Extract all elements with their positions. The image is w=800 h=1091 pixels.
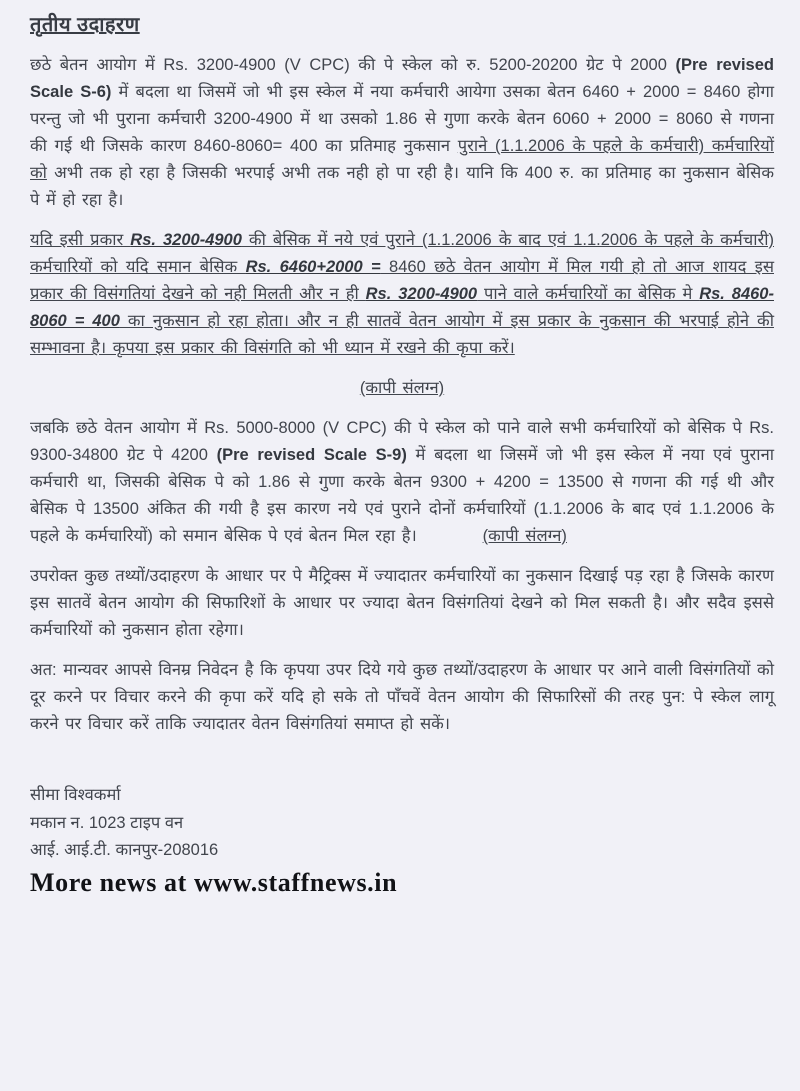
text-segment: का नुकसान हो रहा होता। और न ही सातवें वेतन आयोग में इस प्रकार के नुकसान की भरपाई होने की सम्भावना है। कृपया इस प्रकार की विसंगति को भी ध्यान में रखने की कृपा करें। <box>30 312 774 357</box>
signature-line-2: मकान न. 1023 टाइप वन <box>30 813 184 832</box>
copy-attached-note-1 <box>30 375 774 402</box>
text-segment: में बदला था जिसमें जो भी इस स्केल में नया एवं पुराना कर्मचारी था, जिसकी बेसिक पे को 1.86 से गुणा करके बेतन 9300 + 4200 = 13500 से गणना की गई थी और बेसिक पे 13500 अंकित की गयी है इस कारण नये एवं पुराने दोनों कर्मचारियों (1.1.2006 के बाद एवं 1.1.2006 के पहले के कर्मचारियों) को समान बेसिक पे एवं बेतन मिल रहा है। <box>30 446 775 545</box>
text-segment: की बेसिक में नये एवं पुराने (1.1.2006 के बाद एवं 1.1.2006 के पहले के कर्मचारी) कर्मचारियों को यदि समान बेसिक <box>30 231 774 276</box>
signature-block <box>30 782 774 865</box>
text-segment: में बदला था जिसमें जो भी इस स्केल में नया कर्मचारी आयेगा उसका बेतन 6460 + 2000 = 8460 होगा परन्तु जो भी पुराना कर्मचारी 3200-4900 में था उसको 1.86 से गुणा करके बेतन 6060 + 2000 = 8060 से गणना की गई थी जिसके कारण 8460-8060= 400 का प्रतिमाह नुकसान <box>30 83 775 155</box>
text-segment: छठे बेतन आयोग में Rs. 3200-4900 (V CPC) की पे स्केल को रु. 5200-20200 ग्रेट पे 2000 <box>30 56 676 74</box>
signature-line-1: सीमा विश्वकर्मा <box>30 786 121 804</box>
text-segment: उपरोक्त कुछ तथ्यों/उदाहरण के आधार पर पे मैट्रिक्स में ज्यादातर कर्मचारियों का नुकसान दिखाई पड़ रहा है जिसके कारण इस सातवें बेतन आयोग की सिफारिशों के आधार पर ज्यादा बेतन विसंगतियां देखने को मिल सकती है। और सदैव इससे कर्मचारियों को नुकसान होता रहेगा। <box>30 567 774 639</box>
text-segment: Rs. 3200-4900 <box>365 285 478 303</box>
text-segment: (कापी संलग्न) <box>359 379 445 397</box>
text-segment: जबकि छठे वेतन आयोग में Rs. 5000-8000 (V CPC) की पे स्केल को पाने वाले सभी कर्मचारियों को बेसिक पे Rs. 9300-34800 ग्रेट पे 4200 <box>30 419 774 464</box>
para-request <box>30 657 774 738</box>
text-segment: Rs. 3200-4900 <box>130 231 242 249</box>
para-scale-s9 <box>30 415 774 550</box>
staffnews-watermark: More news at www.staffnews.in <box>30 867 398 897</box>
para-if-equal-basic <box>30 227 774 362</box>
text-segment: पाने वाले कर्मचारियों का बेसिक मे <box>477 285 700 303</box>
text-segment: अभी तक हो रहा है जिसकी भरपाई अभी तक नही हो पा रही है। यानि कि 400 रु. का प्रतिमाह का नुकसान बेसिक पे में हो रहा है। <box>30 164 774 209</box>
document-title: तृतीय उदाहरण <box>30 14 140 36</box>
document-paragraphs <box>30 52 774 738</box>
signature-line-3: आई. आई.टी. कानपुर-208016 <box>30 841 219 859</box>
text-segment: (कापी संलग्न) <box>482 527 567 545</box>
text-segment: (Pre revised Scale S-9) <box>216 446 407 464</box>
text-segment: 8460 छठे वेतन आयोग में मिल गयी हो तो आज शायद इस प्रकार की विसंगतियां देखने को नही मिलती और न ही <box>30 258 774 303</box>
text-segment: Rs. 8460-8060 = 400 <box>30 285 774 330</box>
text-segment: (Pre revised Scale S-6) <box>30 56 774 101</box>
para-example-calculation <box>30 52 774 214</box>
text-segment: Rs. 6460+2000 = <box>245 258 381 276</box>
text-segment: पुराने (1.1.2006 के पहले के कर्मचारी) कर्मचारियों को <box>30 137 774 182</box>
text-segment <box>417 527 483 545</box>
para-pay-matrix-loss <box>30 563 774 644</box>
text-segment: यदि इसी प्रकार <box>30 231 131 249</box>
text-segment: अत: मान्यवर आपसे विनम्र निवेदन है कि कृपया उपर दिये गये कुछ तथ्यों/उदाहरण के आधार पर आने वाली विसंगतियों को दूर करने पर विचार करने की कृपा करें यदि हो सके तो पाँचवें वेतन आयोग की सिफारिसों की तरह पुन: पे स्केल लागू करने पर विचार करें ताकि ज्यादातर वेतन विसंगतियां समाप्त हो सकें। <box>30 661 774 733</box>
